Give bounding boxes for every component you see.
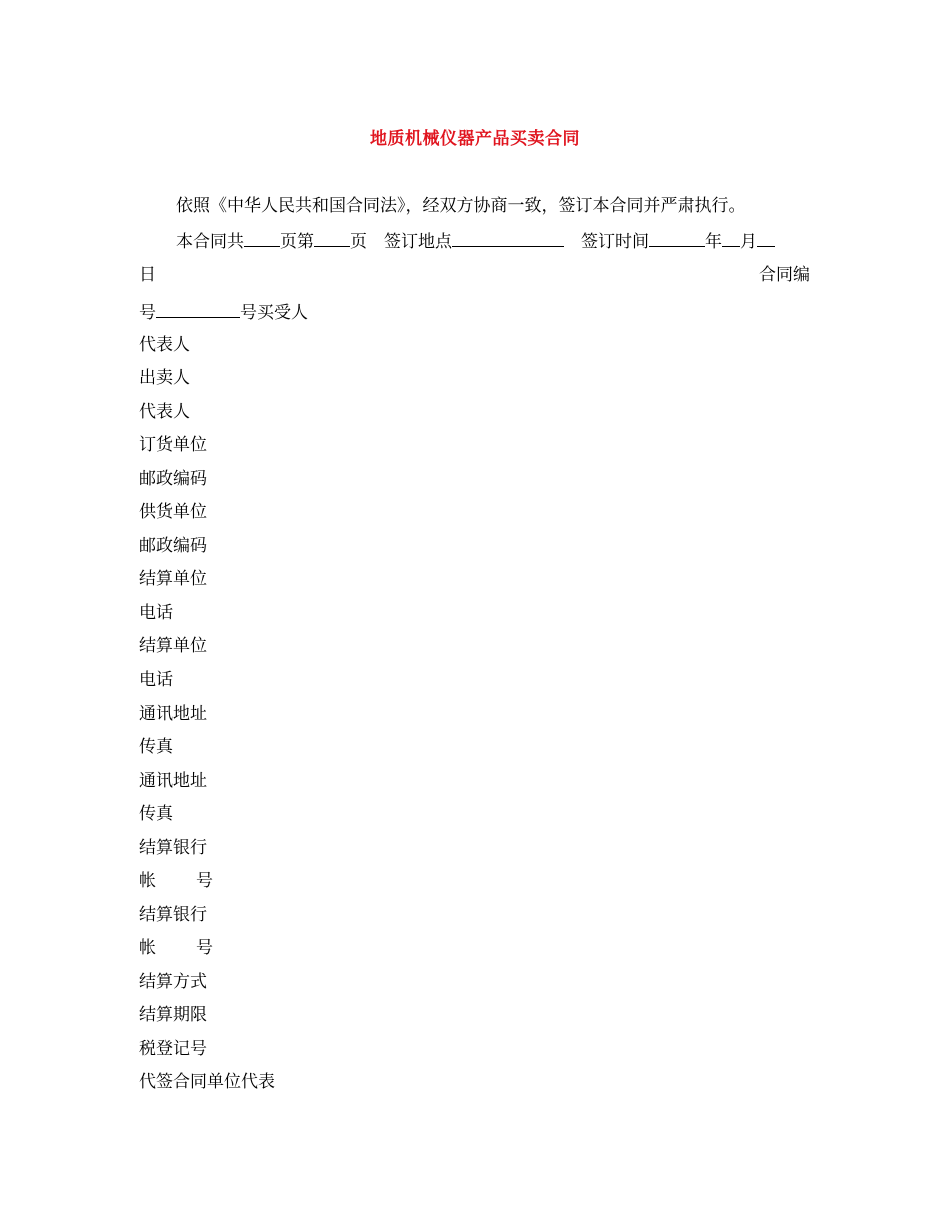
field-label: 代签合同单位代表 — [139, 1072, 275, 1092]
sign-time-label: 签订时间 — [564, 232, 649, 252]
field-label: 代表人 — [139, 402, 190, 422]
total-pages-blank[interactable] — [244, 229, 280, 247]
document-title: 地质机械仪器产品买卖合同 — [370, 129, 580, 149]
day-label: 日 — [139, 265, 156, 285]
field-label — [139, 870, 213, 892]
field-label — [139, 937, 213, 959]
field-label: 电话 — [139, 670, 173, 690]
field-label: 结算银行 — [139, 838, 207, 858]
sign-year-blank[interactable] — [649, 229, 705, 247]
page-number-label: 页第 — [280, 232, 314, 252]
buyer-label: 号买受人 — [240, 303, 308, 323]
field-label: 出卖人 — [139, 368, 190, 388]
contract-number-label-end: 号 — [139, 303, 156, 323]
field-label: 订货单位 — [139, 435, 207, 455]
account-number-label: 帐 号 — [139, 871, 213, 891]
contract-info-line — [176, 229, 775, 253]
total-pages-label: 本合同共 — [176, 232, 244, 252]
field-label: 税登记号 — [139, 1039, 207, 1059]
month-label: 月 — [740, 232, 757, 252]
field-label: 邮政编码 — [139, 469, 207, 489]
field-label: 通讯地址 — [139, 771, 207, 791]
field-label: 结算单位 — [139, 569, 207, 589]
field-label: 传真 — [139, 737, 173, 757]
page-number-blank[interactable] — [314, 229, 350, 247]
field-label: 邮政编码 — [139, 536, 207, 556]
field-label: 通讯地址 — [139, 704, 207, 724]
field-label: 结算方式 — [139, 972, 207, 992]
field-label: 结算期限 — [139, 1005, 207, 1025]
contract-number-blank[interactable] — [156, 300, 240, 318]
field-label: 传真 — [139, 804, 173, 824]
account-number-label: 帐 号 — [139, 938, 213, 958]
sign-month-blank[interactable] — [722, 229, 740, 247]
contract-number-line — [139, 300, 308, 324]
contract-number-label: 合同编 — [759, 265, 810, 285]
field-label: 结算单位 — [139, 636, 207, 656]
intro-paragraph: 依照《中华人民共和国合同法》，经双方协商一致，签订本合同并严肃执行。 — [176, 196, 746, 216]
sign-place-label: 页 签订地点 — [350, 232, 452, 252]
sign-day-blank[interactable] — [757, 229, 775, 247]
field-label: 代表人 — [139, 335, 190, 355]
sign-place-blank[interactable] — [452, 229, 564, 247]
field-label: 供货单位 — [139, 502, 207, 522]
field-label: 结算银行 — [139, 905, 207, 925]
field-label: 电话 — [139, 603, 173, 623]
year-label: 年 — [705, 232, 722, 252]
